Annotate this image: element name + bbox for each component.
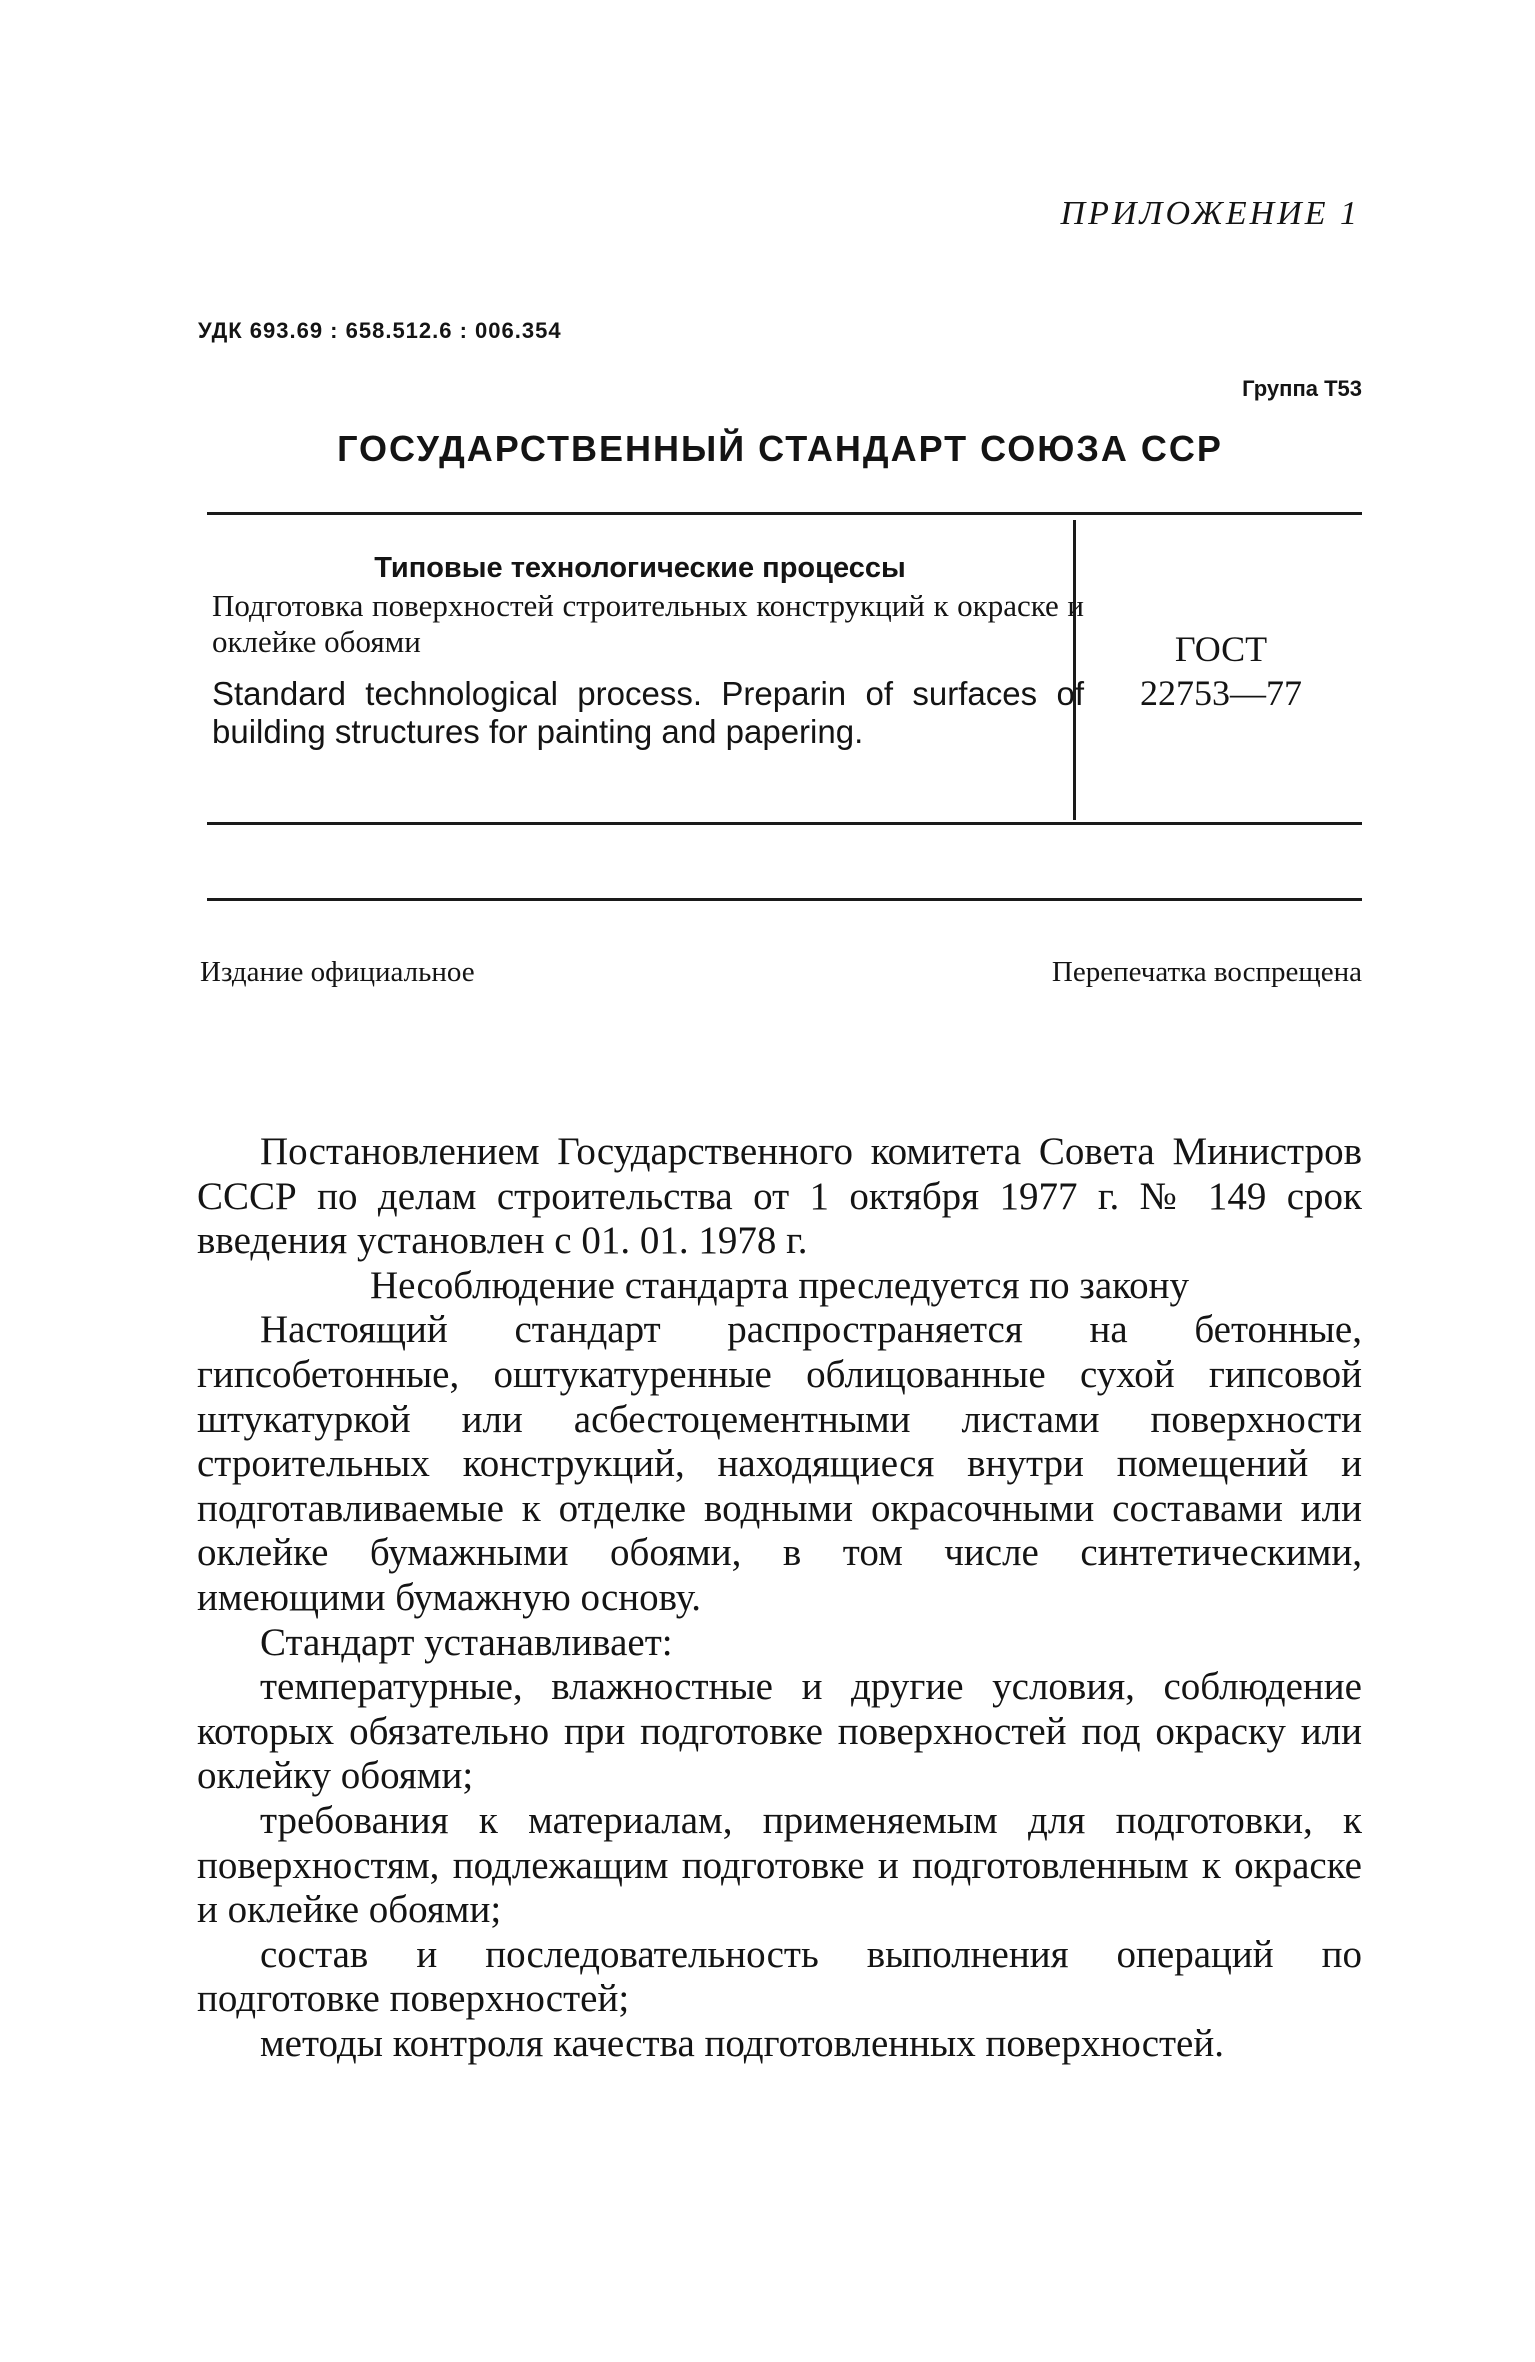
title-block-bottom-rule (207, 822, 1362, 825)
standard-heading: ГОСУДАРСТВЕННЫЙ СТАНДАРТ СОЮЗА ССР (337, 428, 1223, 469)
group-code: Группа Т53 (1242, 376, 1362, 401)
subtitle-ru: Подготовка поверхностей строительных конструкций к окраске и оклейке обоями (212, 588, 1084, 659)
gost-designation (1080, 627, 1362, 715)
title-ru: Типовые технологические процессы (374, 552, 906, 584)
reprint-notice: Перепечатка воспрещена (1051, 956, 1362, 988)
udk-code: УДК 693.69 : 658.512.6 : 006.354 (198, 318, 562, 343)
gost-label: ГОСТ (1174, 629, 1268, 669)
title-block-top-rule (207, 512, 1362, 515)
edition-rule (207, 898, 1362, 901)
edition-official: Издание официальное (200, 956, 475, 988)
scope-paragraph: Настоящий стандарт распространяется на бетонные, гипсобетонные, оштукатуренные облицованные сухой гипсовой штукатуркой или асбестоцементными листами поверхности строительных конструкций, находящиеся внутри помещений и подготавливаемые к отделке водными окрасочными составами или оклейке бумажными обоями, в том числе синтетическими, имеющими бумажную основу. (197, 1308, 1362, 1619)
law-notice: Несоблюдение стандарта преследуется по закону (370, 1263, 1189, 1307)
appendix-label: ПРИЛОЖЕНИЕ 1 (1060, 195, 1360, 232)
list-item-conditions: температурные, влажностные и другие условия, соблюдение которых обязательно при подготовке поверхностей под окраску или оклейку обоями; (197, 1665, 1362, 1798)
title-en: Standard technological process. Preparin of surfaces of building structures for painting and papering. (212, 675, 1084, 750)
list-item-quality-control: методы контроля качества подготовленных поверхностей. (260, 2021, 1224, 2065)
list-item-requirements: требования к материалам, применяемым для подготовки, к поверхностям, подлежащим подготовке и подготовленным к окраске и оклейке обоями; (197, 1798, 1362, 1932)
decree-paragraph: Постановлением Государственного комитета Совета Министров СССР по делам строительства от 1 октября 1977 г. № 149 срок введения установлен с 01. 01. 1978 г. (197, 1130, 1362, 1263)
gost-number: 22753—77 (1140, 673, 1302, 713)
establishes-heading: Стандарт устанавливает: (260, 1620, 673, 1664)
list-item-operations: состав и последовательность выполнения операций по подготовке поверхностей; (197, 1932, 1362, 2021)
body-text (197, 1130, 1362, 2066)
